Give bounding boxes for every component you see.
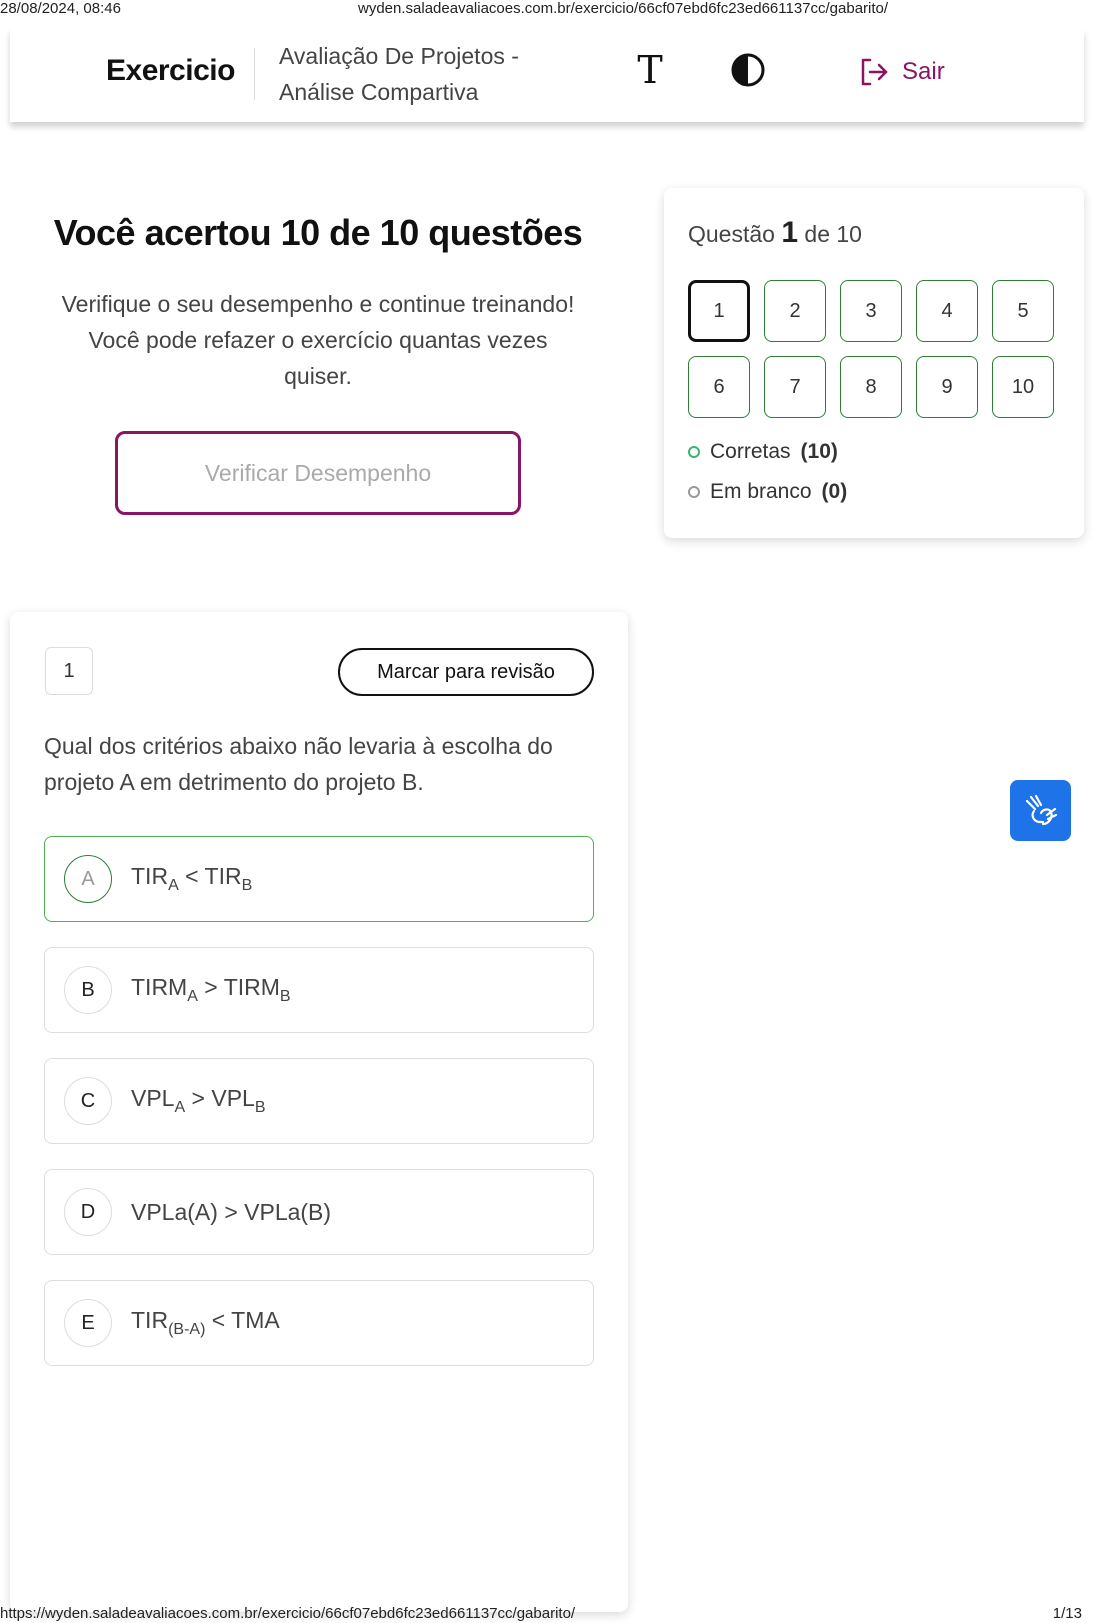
verify-performance-button[interactable]: Verificar Desempenho (115, 431, 521, 515)
font-size-icon: T (637, 48, 663, 92)
option-text: VPLa(A) > VPLa(B) (131, 1198, 332, 1225)
logout-label: Sair (902, 58, 945, 85)
print-page-number: 1/13 (1052, 1605, 1082, 1622)
print-footer-url: https://wyden.saladeavaliacoes.com.br/exercicio/66cf07ebd6fc23ed661137cc/gabarito/ (0, 1605, 576, 1622)
navigator-current: 1 (781, 216, 799, 249)
brand-logo[interactable]: Exercicio (106, 54, 235, 87)
legend-correct-count: (10) (800, 440, 838, 463)
question-number: 1 (45, 647, 93, 695)
option-text: $TIR_A < TIR_B$ (131, 863, 253, 894)
legend-blank-label: Em branco (710, 480, 812, 503)
option-b[interactable] (44, 947, 594, 1033)
option-letter: B (64, 966, 112, 1014)
question-button-6[interactable]: 6 (688, 356, 750, 418)
option-letter: D (64, 1188, 112, 1236)
legend-correct (688, 440, 838, 464)
navigator-heading-prefix: Questão (688, 221, 775, 247)
sign-language-icon (1021, 791, 1061, 831)
question-button-3[interactable]: 3 (840, 280, 902, 342)
font-size-button[interactable] (630, 50, 670, 90)
exam-title-line1: Avaliação De Projetos - (279, 43, 519, 69)
option-d[interactable] (44, 1169, 594, 1255)
blank-dot-icon (688, 486, 700, 498)
exam-title-line2: Análise Compartiva (279, 79, 479, 105)
question-text: Qual dos critérios abaixo não levaria à escolha do projeto A em detrimento do projeto B. (44, 733, 553, 795)
sign-language-button[interactable] (1010, 780, 1071, 841)
option-letter: A (64, 855, 112, 903)
question-button-8[interactable]: 8 (840, 356, 902, 418)
logout-icon (858, 56, 890, 88)
legend-correct-label: Corretas (710, 440, 791, 463)
mark-review-button[interactable]: Marcar para revisão (338, 648, 594, 696)
logout-button[interactable] (858, 52, 945, 92)
question-button-1[interactable]: 1 (688, 280, 750, 342)
option-c[interactable] (44, 1058, 594, 1144)
legend-blank-count: (0) (821, 480, 848, 503)
question-button-7[interactable]: 7 (764, 356, 826, 418)
contrast-icon (730, 52, 766, 88)
question-card (10, 612, 628, 1612)
divider (254, 48, 255, 100)
top-bar (10, 28, 1084, 122)
question-button-9[interactable]: 9 (916, 356, 978, 418)
question-navigator (664, 188, 1084, 538)
correct-dot-icon (688, 446, 700, 458)
result-title: Você acertou 10 de 10 questões (53, 212, 583, 253)
option-text: $VPL_A > VPL_B$ (131, 1085, 266, 1116)
option-e[interactable] (44, 1280, 594, 1366)
legend-blank (688, 480, 847, 504)
question-button-2[interactable]: 2 (764, 280, 826, 342)
navigator-heading-suffix: de 10 (804, 221, 862, 247)
option-text: $TIRM_A$ > $TIRM_B$ (131, 974, 291, 1005)
option-letter: C (64, 1077, 112, 1125)
option-a[interactable] (44, 836, 594, 922)
result-subtitle: Verifique o seu desempenho e continue treinando! Você pode refazer o exercício quantas vezes quiser. (61, 291, 575, 389)
option-letter: E (64, 1299, 112, 1347)
print-datetime: 28/08/2024, 08:46 (0, 0, 121, 17)
question-button-5[interactable]: 5 (992, 280, 1054, 342)
print-url: wyden.saladeavaliacoes.com.br/exercicio/66cf07ebd6fc23ed661137cc/gabarito/ (358, 0, 889, 17)
question-button-10[interactable]: 10 (992, 356, 1054, 418)
navigator-heading (688, 216, 862, 250)
contrast-button[interactable] (728, 50, 768, 90)
exam-title (279, 38, 519, 110)
question-button-4[interactable]: 4 (916, 280, 978, 342)
option-text: $TIR_{(B-A)}$ < TMA (131, 1307, 280, 1338)
